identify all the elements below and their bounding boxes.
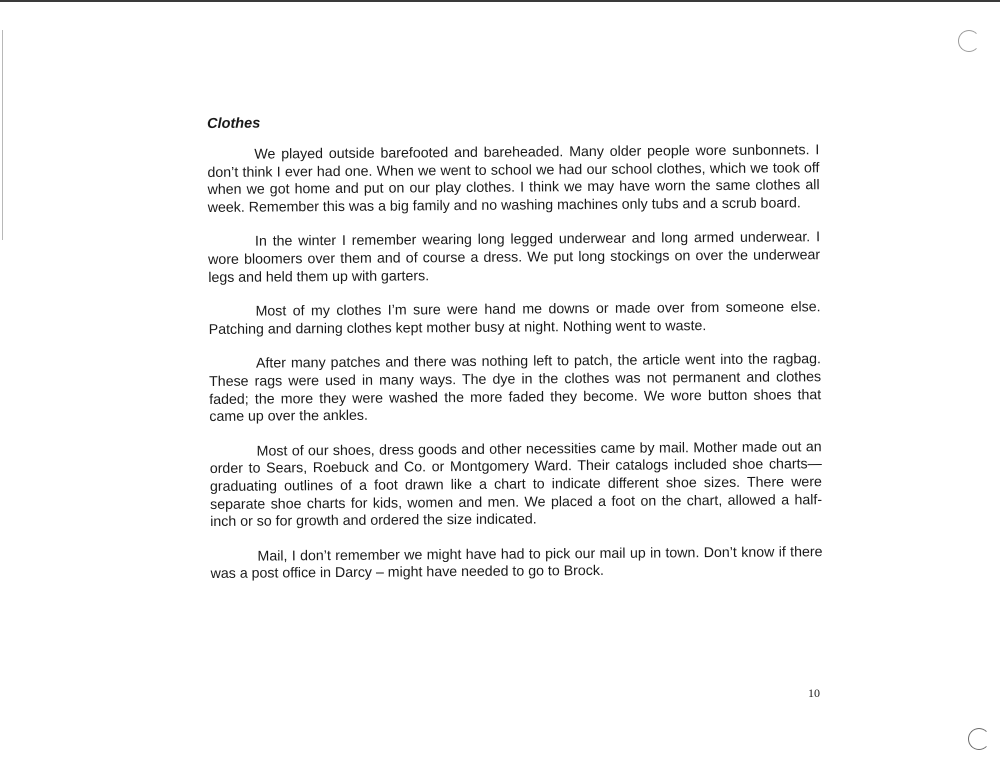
scan-top-edge [0, 0, 1000, 2]
punch-hole-top [958, 30, 980, 52]
paragraph-hand-me-downs: Most of my clothes I’m sure were hand me downs or made over from someone else. Patching and darning clothes kept mother busy at night. Nothing went to waste. [208, 299, 821, 338]
page-number: 10 [808, 686, 820, 700]
paragraph-mail-order: Most of our shoes, dress goods and other necessities came by mail. Mother made out an order to Sears, Roebuck and Co. or Montgomery Ward. Their catalogs included shoe charts—graduating outlines of a foot drawn like a chart to indicate different shoe sizes. There were separate shoe charts for kids, women and men. We placed a foot on the chart, allowed a half-inch or so for growth and ordered the size indicated. [209, 438, 823, 531]
section-title: Clothes [207, 115, 261, 132]
paragraph-ragbag: After many patches and there was nothing left to patch, the article went into the ragbag. These rags were used in many ways. The dye in the clothes was not permanent and clothes faded; the more they were washed the more faded they become. We wore button shoes that came up over the ankles. [209, 351, 822, 426]
scan-left-mark [2, 30, 3, 240]
paragraph-play-clothes: We played outside barefooted and bareheaded. Many older people wore sunbonnets. I don’t think I ever had one. When we went to school we had our school clothes, which we took off when we got home and put on our play clothes. I think we may have worn the same clothes all week. Remember this was a big family and no washing machines only tubs and a scrub board. [207, 142, 820, 216]
paragraph-winter-underwear: In the winter I remember wearing long legged underwear and long armed underwear. I wore bloomers over them and of course a dress. We put long stockings on over the underwear legs and held them up with garters. [208, 229, 821, 286]
punch-hole-bottom [968, 728, 990, 750]
document-page [207, 109, 823, 601]
paragraph-mail: Mail, I don’t remember we might have had to pick our mail up in town. Don’t know if there was a post office in Darcy – might have needed to go to Brock. [210, 543, 823, 583]
